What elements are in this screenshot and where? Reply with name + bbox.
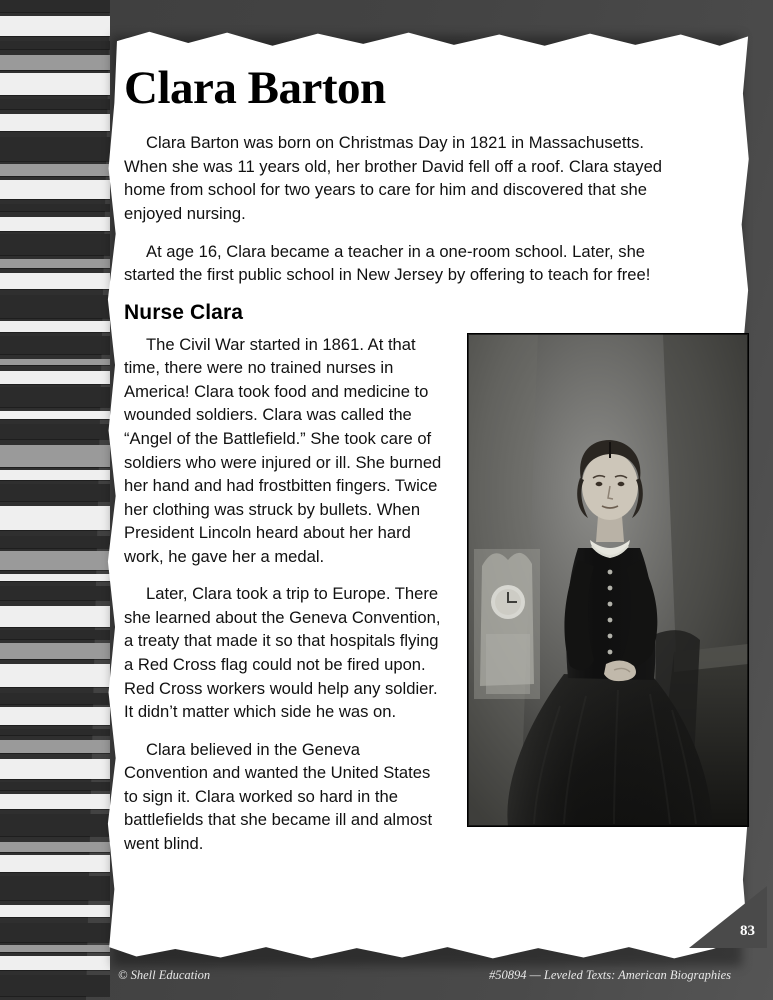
paragraph: Clara believed in the Geneva Convention and wanted the United States to sign it. Clara worked so hard in the battlefields that she became ill and almost went blind. [124,739,433,853]
stripe [0,842,110,852]
stripe [0,506,110,530]
stripe [0,204,110,211]
stripe [0,643,110,659]
stripe [0,273,110,289]
stripe [0,729,110,735]
stripe [0,387,110,407]
stripe [0,855,110,872]
stripe [0,371,110,384]
stripe [0,137,110,161]
intro-text [124,131,724,286]
stripe [0,551,110,570]
page-number-triangle [689,886,767,948]
stripe [0,359,110,365]
paragraph: At age 16, Clara became a teacher in a one-room school. Later, she started the first public school in New Jersey by offering to teach for free! [124,241,651,285]
stripe [0,574,110,581]
stripe [0,336,110,354]
stripe [0,693,110,704]
stripe [0,295,110,318]
stripe [0,217,110,231]
stripe [0,945,110,952]
stripe [0,759,110,779]
stripe [0,234,110,255]
stripe [0,99,110,109]
stripe [0,180,110,199]
paragraph: Clara Barton was born on Christmas Day in 1821 in Massachusetts. When she was 11 years old, her brother David fell off a roof. Clara stayed home from school for two years to care for him and discovered that she enjoyed nursing. [124,133,663,224]
page-title: Clara Barton [124,62,386,114]
stripe [0,794,110,809]
stripe [0,606,110,627]
stripe [0,114,110,131]
paragraph: The Civil War started in 1861. At that time, there were no trained nurses in America! Clara took food and medicine to wounded soldiers. Clara was called the “Angel of the Battlefield.” She took care of soldiers who were injured or ill. She burned her hand and had frostbitten fingers. Twice her clothing was struck by bullets. When President Lincoln heard about her hard work, he gave her a medal. [124,334,442,566]
stripe [0,905,110,917]
stripe [0,707,110,725]
stripe [0,73,110,95]
stripe [0,55,110,70]
stripe [0,536,110,548]
page-number: 83 [740,923,755,939]
stripe [0,876,110,900]
stripe [0,484,110,501]
stripe [0,0,110,12]
stripe [0,923,110,942]
stripe [0,740,110,753]
footer-copyright: © Shell Education [118,968,211,982]
page-footer [0,964,773,988]
stripe [0,424,110,439]
page-number-badge [689,886,767,948]
stripe [0,630,110,639]
stripe [0,445,110,467]
stripe [0,586,110,600]
stripe [0,470,110,480]
footer-source: #50894 — Leveled Texts: American Biographies [489,968,731,982]
stripe [0,664,110,687]
stripe [0,814,110,836]
decorative-stripe-band [0,0,110,1000]
stripe [0,321,110,332]
paragraph: Later, Clara took a trip to Europe. There she learned about the Geneva Convention, a treaty that made it so that hospitals flying a Red Cross flag could not be fired upon. Red Cross workers would help any soldier. It didn’t matter which side he was on. [124,584,441,722]
stripe [0,16,110,36]
section-subheading: Nurse Clara [124,300,243,324]
stripe [0,782,110,790]
stripe [0,164,110,176]
portrait-photo [468,334,748,826]
stripe [0,41,110,49]
stripe [0,259,110,268]
stripe [0,411,110,419]
